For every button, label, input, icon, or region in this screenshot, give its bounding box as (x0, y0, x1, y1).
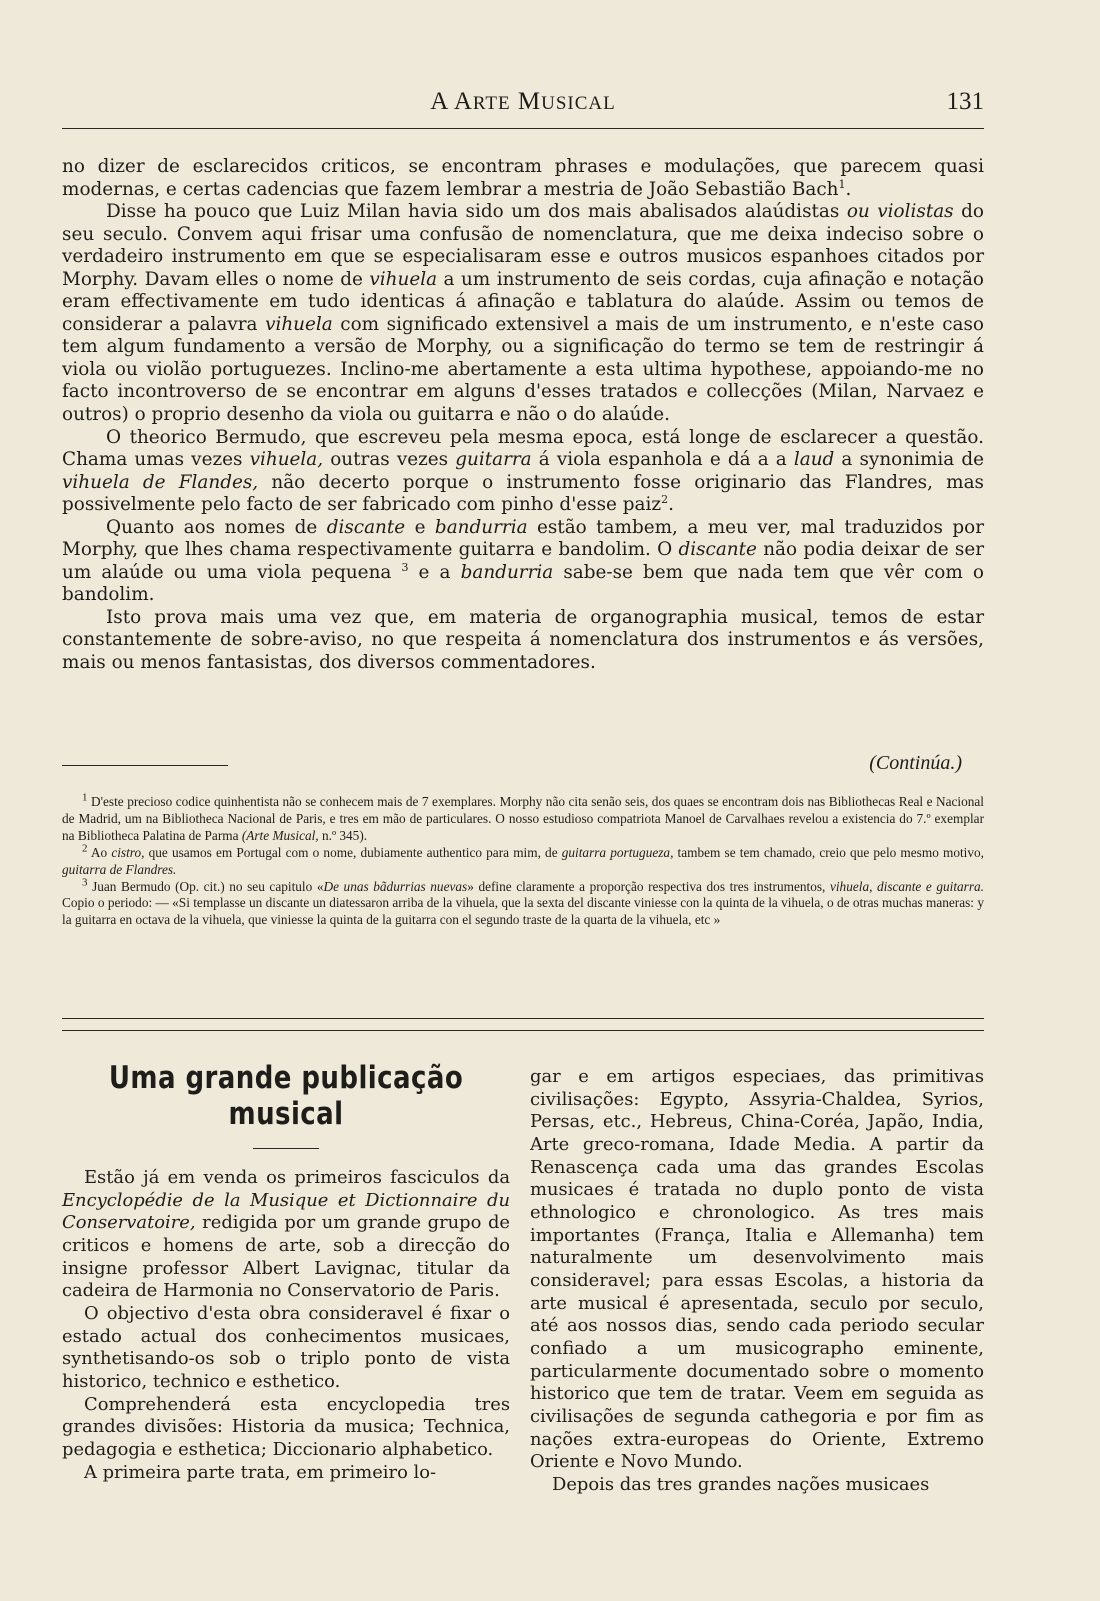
italic-run: vihuela (265, 313, 333, 335)
text-run: estão tambem, a meu ver, mal traduzidos por Morphy, que lhes chama respectivamente guitarra e bandolim. O (62, 516, 984, 561)
text-run: Copio o periodo: — «Si templasse un discante un diatessaron arriba de la vihuela, que la sexta del discante viniesse con la quinta de la vihuela, o de otras muchas maneras: y la guitarra en octava de la vihuela, que viniesse la quinta de la guitarra con el segundo traste de la quarta de la vihuela, etc » (62, 895, 984, 928)
text-run: não podia deixar de ser um alaúde ou uma viola pequena (62, 539, 984, 583)
italic-run: bandurria (460, 561, 554, 583)
paragraph-5: Isto prova mais uma vez que, em materia de organographia musical, temos de estar constantemente de sobre-aviso, no que respeita á nomenclatura dos instrumentos e ás versões, mais ou menos fantasistas, dos diversos commentadores. (62, 606, 984, 674)
text-run: . (668, 494, 674, 516)
text-run: tambem se tem chamado, creio que pelo mesmo motivo, (673, 844, 984, 860)
right-column-text (530, 1066, 984, 1496)
italic-run: (Arte Musical, (241, 827, 319, 843)
paragraph-4 (62, 517, 984, 607)
text-run: com significado extensivel a mais de um instrumento, e n'este caso tem algum fundamento a versão de Morphy, ou a significação do termo se tem de restringir á viola ou violão portuguezes. Inclino-me abertamente a esta ultima hypothese, appoiando-me no facto incontroverso de se encontrar em alguns d'esses tratados e collecções (Milan, Narvaez e outros) o proprio desenho da viola ou guitarra e não o do alaúde. (62, 313, 984, 426)
article-paragraph-4-continued: gar e em artigos especiaes, das primitivas civilisações: Egypto, Assyria-Chaldea, Syrios, Persas, etc., Hebreus, China-Coréa, Japão, India, Arte greco-romana, Idade Media. A partir da Renascença cada uma das grandes Escolas musicaes é tratada no duplo ponto de vista ethnologico e chronologico. As tres mais importantes (França, Italia e Allemanha) tem naturalmente um desenvolvimento mais consideravel; para essas Escolas, a historia da arte musical é apresentada, seculo por seculo, até aos nossos dias, sendo cada periodo secular confiado a um musicographo eminente, particularmente documentado sobre o momento historico que tem de tratar. Veem em seguida as civilisações de segunda cathegoria e por fim as nações extra-europeas do Oriente, Extremo Oriente e Novo Mundo. (530, 1066, 984, 1473)
title-word-musical-initial: M (517, 88, 542, 115)
text-run: outras vezes (323, 449, 456, 471)
italic-run: bandurria (434, 516, 528, 538)
text-run: Juan Bermudo (Op. cit.) no seu capitulo « (87, 878, 324, 894)
italic-run: guitarra de Flandres. (62, 861, 177, 877)
footnote-1 (62, 791, 984, 845)
continua-note: (Continúa.) (869, 752, 962, 774)
left-column-text (62, 1167, 510, 1484)
text-run: Estão já em venda os primeiros fasciculos da (84, 1167, 510, 1188)
footnotes (62, 791, 984, 929)
article-paragraph-1 (62, 1167, 510, 1303)
text-run: no dizer de esclarecidos criticos, se encontram phrases e modulações, que parecem quasi modernas, e certas cadencias que fazem lembrar a mestria de João Sebastião Bach (62, 156, 984, 200)
text-run: redigida por um grande grupo de criticos e homens de arte, sob a direcção do insigne professor Albert Lavignac, titular da cadeira de Harmonia no Conservatorio de Paris. (62, 1212, 510, 1302)
running-title (62, 88, 984, 116)
italic-run: vihuela de Flandes, (62, 471, 259, 493)
italic-run: De unas bãdurrias nuevas (323, 878, 468, 894)
text-run: que usamos em Portugal com o nome, dubiamente authentico para mim, de (144, 844, 562, 860)
section-divider-bottom (62, 1030, 984, 1031)
italic-run: vihuela (369, 268, 438, 290)
text-run: e a (408, 561, 461, 583)
paragraph-3 (62, 427, 984, 517)
article-paragraph-4: A primeira parte trata, em primeiro lo- (84, 1461, 437, 1483)
italic-run: laud (793, 449, 835, 471)
text-run: a um instrumento de seis cordas, cuja afinação e notação eram effectivamente em tudo identicas á afinação e tablatura do alaúde. Assim ou temos de considerar a palavra (62, 268, 984, 335)
italic-run: vihuela, (249, 449, 324, 471)
text-run: á viola espanhola e dá a a (531, 449, 794, 471)
text-run: n.º 345). (318, 827, 368, 843)
article-paragraph-3: Comprehenderá esta encyclopedia tres grandes divisões: Historia da musica; Technica, pedagogia e esthetica; Diccionario alphabetico. (62, 1393, 510, 1460)
footnote-mark-3: 3 (82, 876, 88, 889)
text-run: Quanto aos nomes de (106, 516, 327, 538)
text-run: O theorico Bermudo, que escreveu pela mesma epoca, está longe de esclarecer a questão. Chama umas vezes (62, 426, 984, 471)
italic-run: discante (326, 516, 406, 538)
text-run: do seu seculo. Convem aqui frisar uma confusão de nomenclatura, que me deixa indeciso sobre o verdadeiro instrumento em que se especialisaram esse e outros musicos espanhoes citados por Morphy. Davam elles o nome de (62, 201, 984, 290)
text-run: » define claramente a proporção respectiva dos tres instrumentos, (467, 878, 830, 894)
italic-run: guitarra (455, 449, 532, 471)
italic-run: ou violistas (846, 201, 954, 223)
title-word-arte-rest: RTE (472, 93, 511, 114)
text-run: Disse ha pouco que Luiz Milan havia sido um dos mais abalisados alaúdistas (106, 201, 847, 223)
footnote-mark-2: 2 (82, 842, 88, 855)
article-paragraph-2: O objectivo d'esta obra consideravel é fixar o estado actual dos conhecimentos musicaes, synthetisando-os sob o triplo ponto de vista historico, technico e esthetico. (62, 1302, 510, 1392)
article-column-left (62, 1060, 510, 1484)
header-rule (62, 128, 984, 129)
italic-run: cistro, (111, 844, 145, 860)
footnote-ref-3[interactable]: 3 (401, 560, 409, 574)
running-header (62, 88, 984, 128)
paragraph-1 (62, 156, 984, 201)
text-run: a synonimia de (834, 449, 985, 471)
footnote-3 (62, 876, 984, 930)
text-run: não decerto porque o instrumento fosse originario das Flandres, mas possivelmente pelo facto de ser fabricado com pinho d'esse paiz (62, 471, 984, 516)
section-divider-top (62, 1018, 984, 1019)
page-number: 131 (946, 88, 984, 115)
italic-run: vihuela, discante e guitarra. (829, 878, 984, 894)
continuation-row (62, 752, 984, 780)
paragraph-2 (62, 201, 984, 426)
italic-run: Encyclopédie de la Musique et Dictionnaire du Conservatoire, (62, 1189, 510, 1234)
title-word-musical-rest: USICAL (541, 93, 616, 114)
footnote-ref-1[interactable]: 1 (838, 177, 846, 191)
footnote-2 (62, 842, 984, 879)
text-run: Ao (87, 844, 112, 860)
article-paragraph-5: Depois das tres grandes nações musicaes (552, 1473, 930, 1495)
footnote-ref-2[interactable]: 2 (661, 493, 669, 507)
italic-run: guitarra portugueza, (561, 844, 674, 860)
italic-run: discante (678, 539, 757, 561)
footnote-separator (62, 765, 228, 766)
title-word-arte-initial: A (453, 88, 473, 115)
footnote-mark-1: 1 (82, 791, 88, 804)
text-run: e (405, 516, 435, 538)
text-run: sabe-se bem que nada tem que vêr com o bandolim. (62, 561, 984, 606)
text-run: D'este precioso codice quinhentista não se conhecem mais de 7 exemplares. Morphy não cita senão seis, dos quaes se encontram dois nas Bibliothecas Real e Nacional de Madrid, um na Bibliotheca Nacional de Paris, e tres em mão de particulares. O nosso estudioso compatriota Manoel de Carvalhaes revelou a existencia do 7.º exemplar na Bibliotheca Palatina de Parma (62, 794, 984, 843)
title-dash (253, 1148, 319, 1149)
article-column-right (530, 1066, 984, 1496)
article-title: Uma grande publicação musical (108, 1060, 464, 1132)
main-article-body (62, 156, 984, 675)
title-word-a: A (430, 88, 448, 115)
text-run: . (845, 178, 852, 200)
